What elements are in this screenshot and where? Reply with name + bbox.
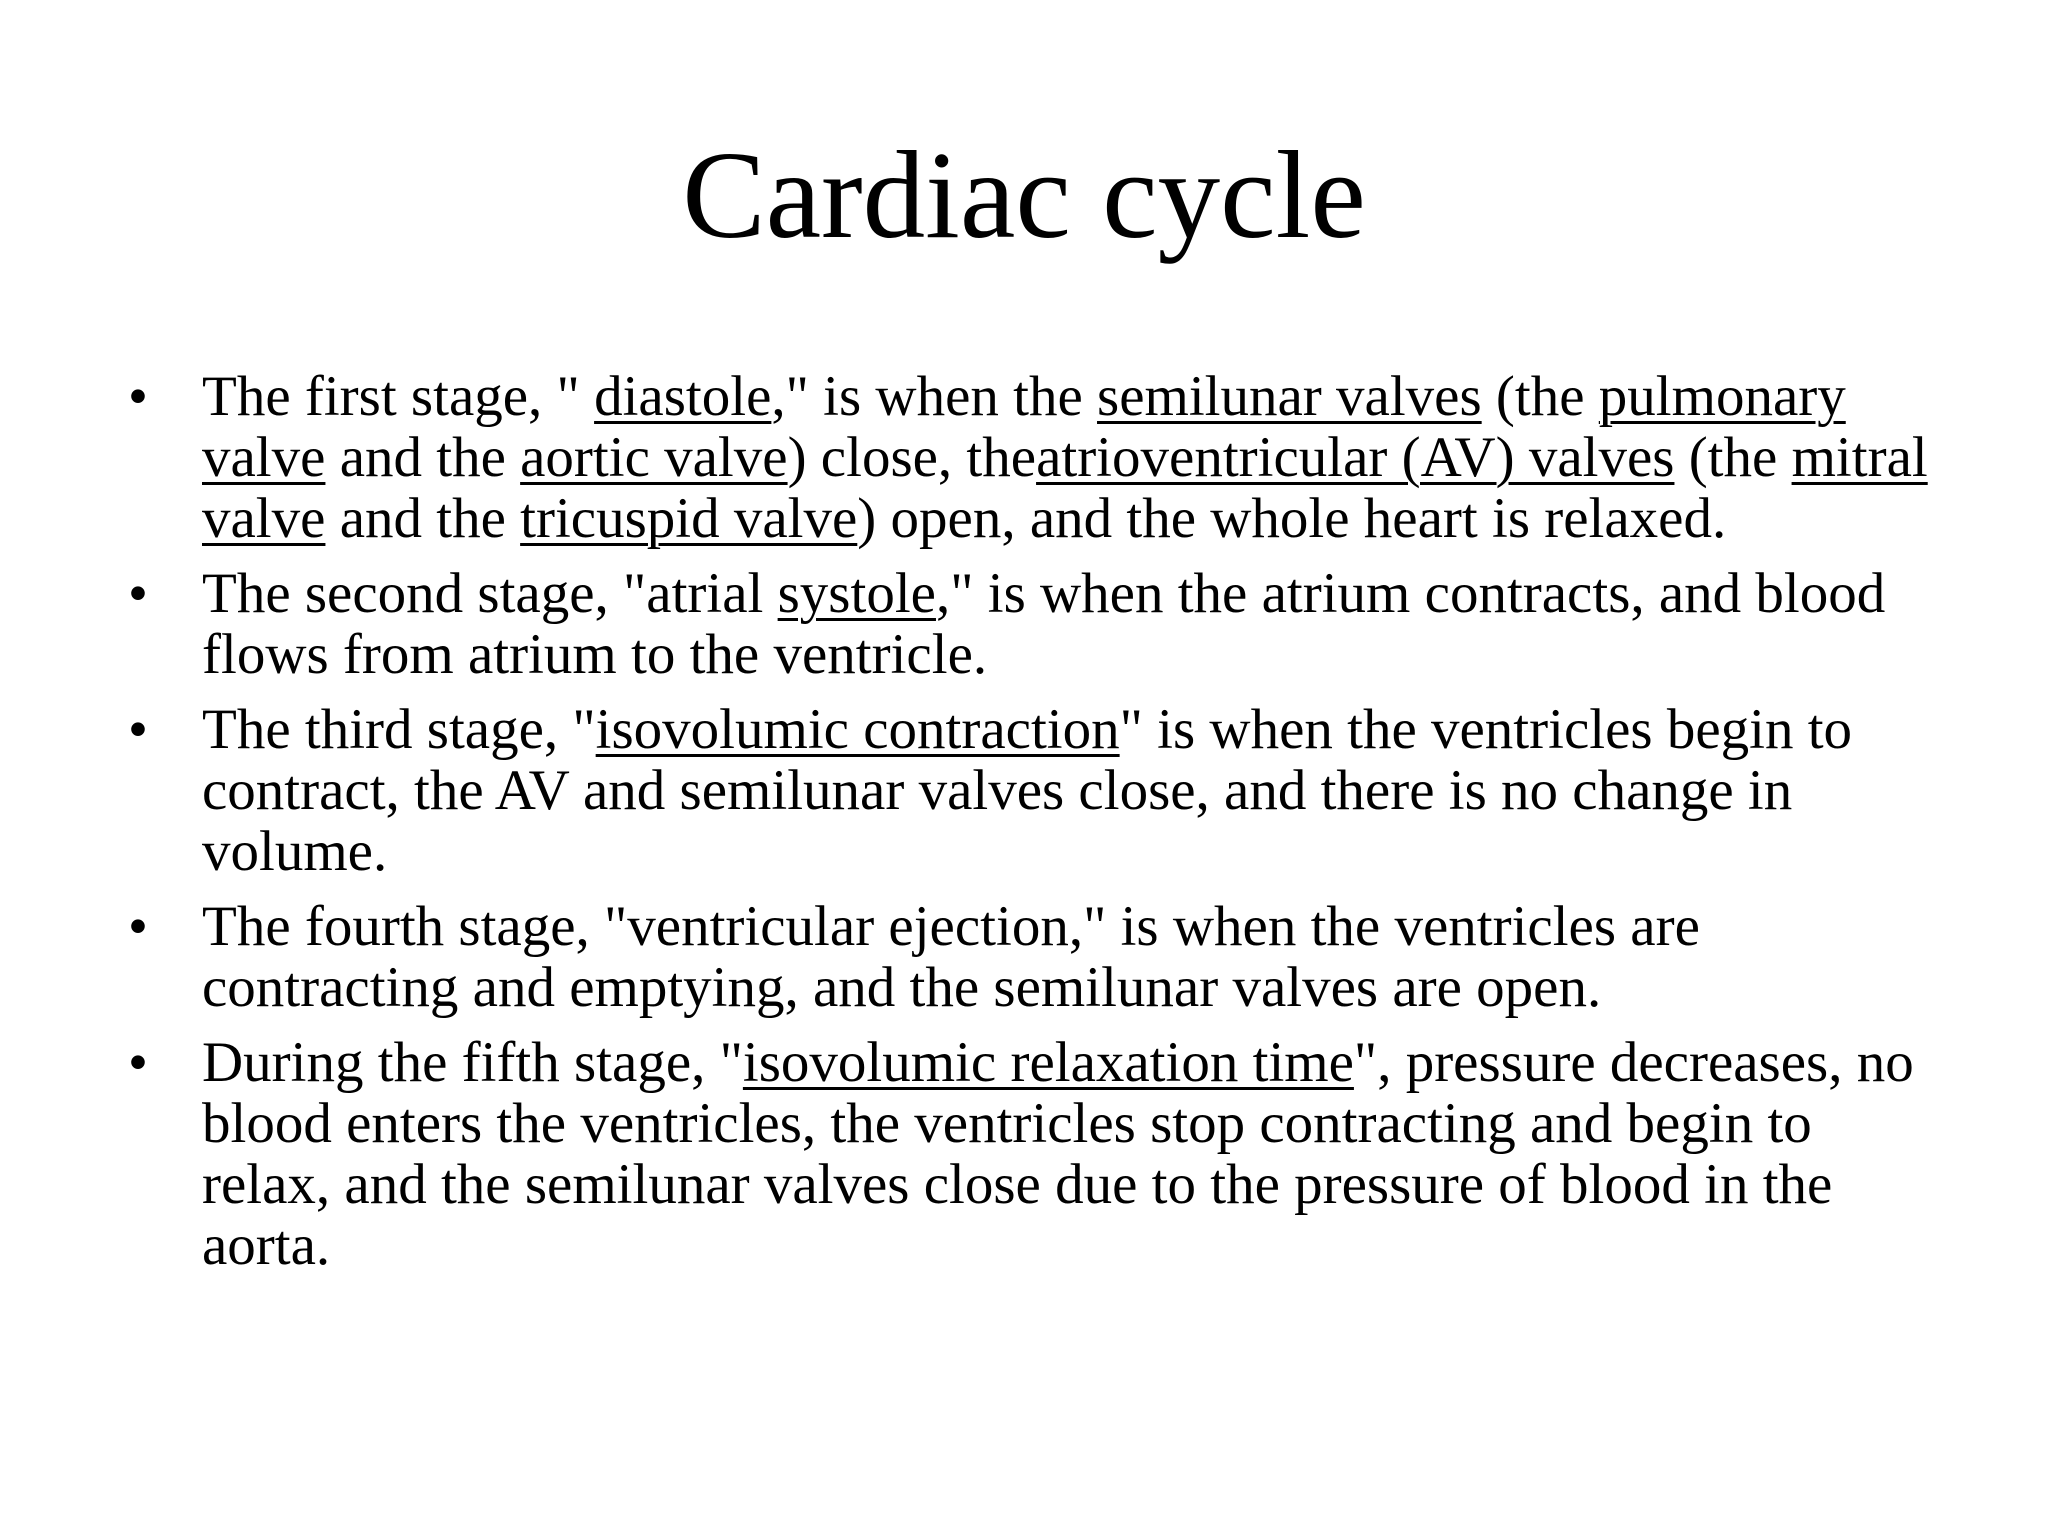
- bullet-item: [114, 366, 1954, 549]
- term-link: diastole: [594, 365, 772, 428]
- bullet-text: ) open, and the whole heart is relaxed.: [857, 487, 1727, 550]
- term-link: semilunar valves: [1097, 365, 1482, 428]
- bullet-marker: •: [128, 698, 148, 761]
- term-link: isovolumic contraction: [595, 698, 1120, 761]
- bullet-text: (the: [1674, 426, 1792, 489]
- bullet-list: [114, 366, 1954, 1290]
- bullet-text: The second stage, "atrial: [202, 562, 778, 625]
- bullet-marker: •: [128, 895, 148, 958]
- bullet-item: [114, 563, 1954, 685]
- bullet-marker: •: [128, 562, 148, 625]
- bullet-item: [114, 896, 1954, 1018]
- term-link: mitral valve: [202, 426, 1928, 550]
- term-link: atrioventricular (AV) valves: [1036, 426, 1675, 489]
- slide-title: Cardiac cycle: [682, 127, 1366, 265]
- term-link: aortic valve: [520, 426, 788, 489]
- bullet-text: ", pressure decreases, no blood enters the ventricles, the ventricles stop contracting and begin to relax, and the semilunar valves close due to the pressure of blood in the aorta.: [202, 1031, 1914, 1277]
- bullet-text: and the: [325, 426, 521, 489]
- bullet-item: [114, 1032, 1954, 1276]
- bullet-text: ) close, the: [787, 426, 1037, 489]
- bullet-marker: •: [128, 1031, 148, 1094]
- bullet-text: (the: [1481, 365, 1599, 428]
- term-link: systole: [777, 562, 936, 625]
- bullet-text: The third stage, ": [202, 698, 596, 761]
- bullet-item: [114, 699, 1954, 882]
- bullet-text: During the fifth stage, ": [202, 1031, 743, 1094]
- bullet-text: and the: [325, 487, 521, 550]
- bullet-text: " is when the ventricles begin to contract, the AV and semilunar valves close, and there is no change in volume.: [202, 698, 1853, 883]
- bullet-text: ," is when the atrium contracts, and blood flows from atrium to the ventricle.: [202, 562, 1886, 686]
- bullet-text: ," is when the: [771, 365, 1098, 428]
- term-link: pulmonary valve: [202, 365, 1846, 489]
- bullet-text: The first stage, ": [202, 365, 595, 428]
- bullet-marker: •: [128, 365, 148, 428]
- term-link: isovolumic relaxation time: [742, 1031, 1354, 1094]
- bullet-text: The fourth stage, "ventricular ejection," is when the ventricles are contracting and emptying, and the semilunar valves are open.: [202, 895, 1700, 1019]
- term-link: tricuspid valve: [520, 487, 858, 550]
